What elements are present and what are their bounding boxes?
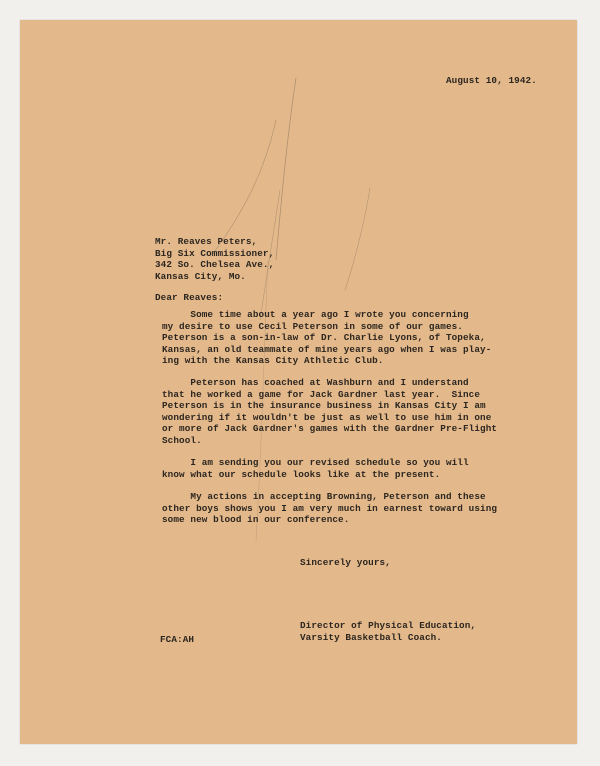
body-line: that he worked a game for Jack Gardner last year. Since: [162, 388, 481, 400]
body-paragraph-4: [162, 491, 497, 526]
closing: Sincerely yours,: [300, 557, 391, 568]
body-line: School.: [162, 434, 202, 446]
body-line: or more of Jack Gardner's games with the Gardner Pre-Flight: [162, 423, 498, 435]
body-line: Some time about a year ago I wrote you concerning: [162, 309, 469, 320]
recipient-address: [155, 236, 274, 282]
body-line: my desire to use Cecil Peterson in some of our games.: [162, 320, 463, 332]
recipient-line: 342 So. Chelsea Ave.,: [155, 259, 275, 271]
salutation: Dear Reaves:: [155, 292, 224, 303]
body-line: Kansas, an old teammate of mine years ago when I was play-: [162, 343, 492, 355]
signature-block: [300, 620, 476, 645]
body-paragraph-2: [162, 377, 497, 447]
body-line: wondering if it wouldn't be just as well to use him in one: [162, 411, 492, 423]
body-line: Peterson is a son-in-law of Dr. Charlie Lyons, of Topeka,: [162, 332, 486, 344]
body-line: ing with the Kansas City Athletic Club.: [162, 355, 384, 367]
letter-date: August 10, 1942.: [446, 75, 537, 86]
body-line: other boys shows you I am very much in earnest toward using: [162, 502, 498, 514]
letter-page: [20, 20, 577, 744]
body-paragraph-3: [162, 457, 469, 480]
recipient-line: Kansas City, Mo.: [155, 270, 246, 282]
body-paragraph-1: [162, 309, 491, 367]
body-line: Peterson is in the insurance business in Kansas City I am: [162, 400, 486, 412]
body-line: know what our schedule looks like at the present.: [162, 468, 441, 480]
recipient-line: Big Six Commissioner,: [155, 247, 275, 259]
typist-initials: FCA:AH: [160, 634, 195, 645]
body-line: Peterson has coached at Washburn and I understand: [162, 377, 469, 388]
signature-line: Director of Physical Education,: [300, 620, 477, 631]
recipient-line: Mr. Reaves Peters,: [155, 236, 258, 247]
body-line: I am sending you our revised schedule so you will: [162, 457, 469, 468]
signature-line: Varsity Basketball Coach.: [300, 632, 442, 644]
body-line: some new blood in our conference.: [162, 514, 350, 526]
body-line: My actions in accepting Browning, Peterson and these: [162, 491, 486, 502]
